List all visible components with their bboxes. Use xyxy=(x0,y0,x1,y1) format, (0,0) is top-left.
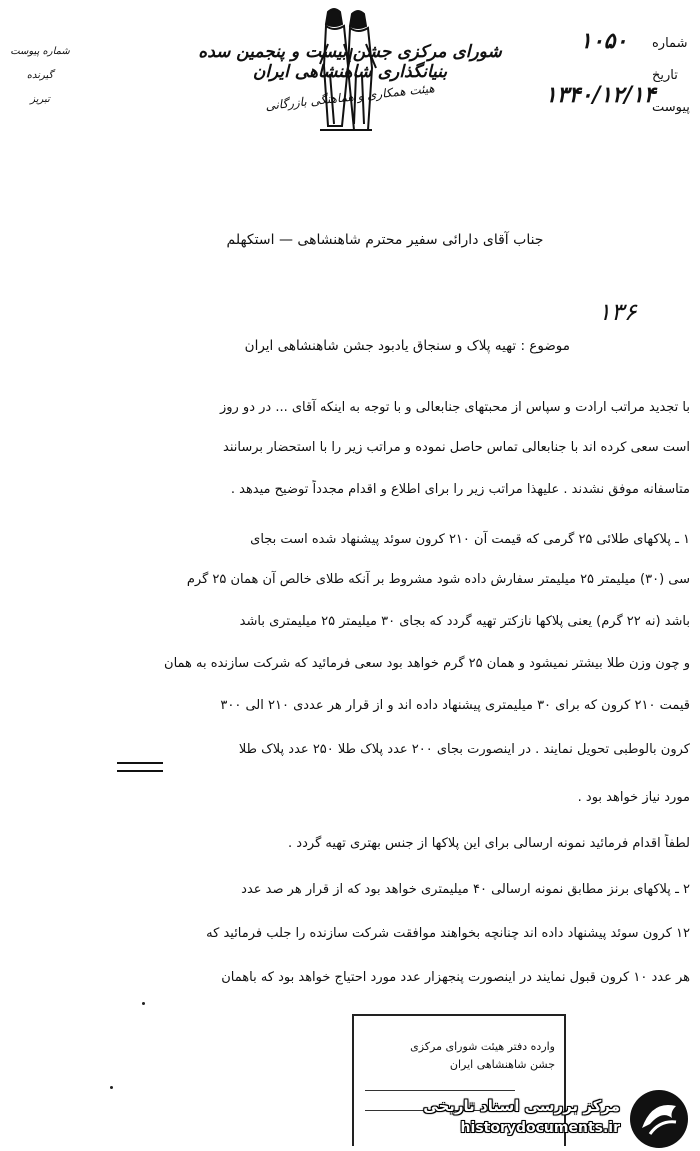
left-note-line: گیرنده xyxy=(26,70,54,81)
body-line: ۲ ـ پلاکهای برنز مطابق نمونه ارسالی ۴۰ میلیمتری خواهد بود که از قرار هر صد عدد xyxy=(241,882,690,897)
org-subtitle: هیئت همکاری و هماهنگی بازرگانی xyxy=(264,81,436,113)
ink-dot xyxy=(142,1002,145,1005)
left-note-line: تبریز xyxy=(30,94,50,105)
org-title: شورای مرکزی جشن بیست و پنجمین سده بنیانگذاری شاهنشاهی ایران xyxy=(198,42,502,82)
stamp-line: جشن شاهنشاهی ایران xyxy=(449,1058,555,1071)
letter-date: ۱۳۴۰/۱۲/۱۴ xyxy=(545,82,656,108)
subject-line xyxy=(170,338,570,354)
body-line: با تجدید مراتب ارادت و سپاس از محبتهای جنابعالی و با توجه به اینکه آقای ... در دو روز xyxy=(219,400,690,415)
addressee: جناب آقای دارائی سفیر محترم شاهنشاهی — استکهلم xyxy=(226,232,544,248)
body-line: است سعی کرده اند با جنابعالی تماس حاصل نموده و مراتب زیر را با استحضار برسانند xyxy=(223,440,690,455)
body-line: قیمت ۲۱۰ کرون که برای ۳۰ میلیمتری پیشنهاد داده اند و از قرار هر عددی ۲۱۰ الی ۳۰۰ xyxy=(220,698,690,713)
body-line: هر عدد ۱۰ کرون قبول نمایند در اینصورت پنجهزار عدد مورد احتیاج خواهد بود که باهمان xyxy=(221,970,690,985)
stamp-line: وارده دفتر هیئت شورای مرکزی xyxy=(410,1040,555,1053)
number-label: شماره xyxy=(652,36,688,51)
stamp-rule xyxy=(365,1090,515,1091)
side-number: ۱۳۶ xyxy=(598,298,637,326)
handwritten-underline xyxy=(117,762,163,772)
left-margin-note xyxy=(0,40,80,112)
body-line: باشد (نه ۲۲ گرم) یعنی پلاکها نازکتر تهیه گردد که بجای ۳۰ میلیمتر ۲۵ میلیمتری باشد xyxy=(239,614,690,629)
watermark-url: historydocuments.ir xyxy=(460,1120,620,1136)
body-line: ۱ ـ پلاکهای طلائی ۲۵ گرمی که قیمت آن ۲۱۰ کرون سوئد پیشنهاد شده است بجای xyxy=(250,532,690,547)
body-line: متاسفانه موفق نشدند . علیهذا مراتب زیر را برای اطلاع و اقدام مجدداً توضیح میدهد . xyxy=(230,482,690,497)
left-note-line: شماره پیوست xyxy=(10,46,70,57)
body-line: مورد نیاز خواهد بود . xyxy=(577,790,690,805)
watermark-logo-icon xyxy=(628,1088,690,1150)
watermark-title: مرکز بررسی اسناد تاریخی xyxy=(423,1097,620,1115)
subject-text: تهیه پلاک و سنجاق یادبود جشن شاهنشاهی ایران xyxy=(244,338,517,354)
date-label: تاریخ xyxy=(652,68,678,83)
attachment-label: پیوست xyxy=(652,100,690,115)
subject-label: موضوع : xyxy=(520,338,570,354)
body-line: سی (۳۰) میلیمتر ۲۵ میلیمتر سفارش داده شود مشروط بر آنکه طلای خالص آن همان ۲۵ گرم xyxy=(186,572,690,587)
body-line: لطفاً اقدام فرمائید نمونه ارسالی برای این پلاکها از جنس بهتری تهیه گردد . xyxy=(288,836,690,851)
body-line: ۱۲ کرون سوئد پیشنهاد داده اند چنانچه بخواهند موافقت شرکت سازنده را جلب فرمائید که xyxy=(206,926,690,941)
ink-dot xyxy=(110,1086,113,1089)
body-line: و چون وزن طلا بیشتر نمیشود و همان ۲۵ گرم خواهد بود سعی فرمائید که شرکت سازنده به همان xyxy=(164,656,690,671)
body-line: کرون بالوطبی تحویل نمایند . در اینصورت بجای ۲۰۰ عدد پلاک طلا ۲۵۰ عدد پلاک طلا xyxy=(238,742,690,757)
letter-number: ۱۰۵۰ xyxy=(580,28,628,54)
